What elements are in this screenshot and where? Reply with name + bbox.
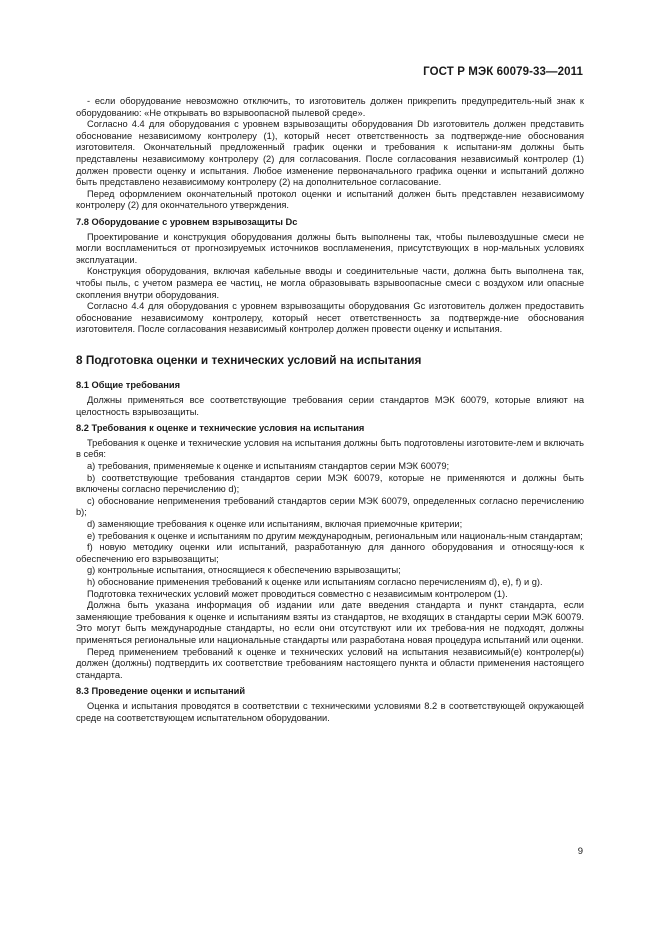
section-heading-8-2: 8.2 Требования к оценке и технические условия на испытания bbox=[76, 423, 365, 434]
page-number: 9 bbox=[577, 846, 583, 857]
list-item: e) требования к оценке и испытаниям по другим международным, региональным или националь-ным стандартам; bbox=[87, 530, 583, 541]
paragraph: Перед оформлением окончательный протокол оценки и испытаний должен быть представлен независимому контролеру (2) для окончательного утверждения. bbox=[76, 188, 584, 211]
paragraph: Должны применяться все соответствующие требования серии стандартов МЭК 60079, которые влияют на целостность взрывозащиты. bbox=[76, 395, 584, 417]
paragraph: Должна быть указана информация об издании или дате введения стандарта и пункт стандарта, если заменяющие требования к оценке и испытаниям взяты из стандартов, не входящих в стандарты серии МЭК 60079. Это могут быть международные стандарты, но если они отсутствуют или их требова-ния не подходят, должны применяться региональные или национальные стандарты или разработана новая процедура испытаний или оценки. bbox=[76, 600, 584, 645]
section-heading-8-3: 8.3 Проведение оценки и испытаний bbox=[76, 686, 246, 697]
section-heading-8: 8 Подготовка оценки и технических условий на испытания bbox=[76, 352, 422, 367]
list-item: c) обоснование неприменения требований стандартов серии МЭК 60079, определенных согласно перечислению b); bbox=[76, 495, 584, 518]
paragraph: Проектирование и конструкция оборудования должны быть выполнены так, чтобы пылевоздушные смеси не могли воспламениться от прогнозируемых источников воспламенения, присутствующих в нор-мальных условиях эксплуатации. bbox=[76, 231, 584, 265]
list-item: h) обоснование применения требований к оценке или испытаниям согласно перечислениям d), e), f) и g). bbox=[87, 576, 543, 587]
list-item: a) требования, применяемые к оценке и испытаниям стандартов серии МЭК 60079; bbox=[87, 461, 450, 472]
paragraph: - если оборудование невозможно отключить, то изготовитель должен прикрепить предупредитель-ный знак к оборудованию: «Не открывать во взрывоопасной пылевой среде». bbox=[76, 96, 584, 118]
document-code-header: ГОСТ Р МЭК 60079-33—2011 bbox=[423, 66, 583, 78]
list-item: d) заменяющие требования к оценке или испытаниям, включая приемочные критерии; bbox=[87, 519, 463, 529]
page-body bbox=[76, 96, 584, 724]
paragraph: Подготовка технических условий может проводиться совместно с независимым контролером (1). bbox=[87, 588, 508, 599]
list-item: g) контрольные испытания, относящиеся к обеспечению взрывозащиты; bbox=[87, 565, 401, 576]
list-item: f) новую методику оценки или испытаний, разработанную для данного оборудования и относящу-юся к обеспечению его взрывозащиты; bbox=[76, 542, 584, 564]
section-heading-7-8: 7.8 Оборудование с уровнем взрывозащиты Dc bbox=[76, 216, 298, 227]
section-heading-8-1: 8.1 Общие требования bbox=[76, 380, 181, 391]
list-item: b) соответствующие требования стандартов серии МЭК 60079, которые не применяются и должны быть включены согласно перечислению d); bbox=[76, 472, 584, 495]
paragraph: Требования к оценке и технические условия на испытания должны быть подготовлены изготовите-лем и включать в себя: bbox=[76, 437, 584, 460]
paragraph: Перед применением требований к оценке и технических условий на испытания независимый(е) контролер(ы) должен (должны) подтвердить их соответствие требованиям настоящего пункта и области применения настоящего стандарта. bbox=[76, 646, 584, 680]
paragraph: Конструкция оборудования, включая кабельные вводы и соединительные части, должна быть выполнена так, чтобы пыль, с учетом размера ее частиц, не могла образовывать взрывоопасные смеси с воздухом или опасные скопления внутри оборудования. bbox=[76, 266, 584, 300]
paragraph: Согласно 4.4 для оборудования с уровнем взрывозащиты оборудования Db изготовитель должен представить обоснование независимому контролеру (1), который несет ответственность за подтвержде-ние обоснования изготовителя. Окончательный предложенный график оценки и требования к испытани-ям должны быть представлены независимому контролеру (2) для согласования. После согласования независимый контролер (1) должен провести оценку и испытания. Любое изменение первоначального графика оценки и испытаний должно быть представлено независимому контролеру (2) на дополнительное согласование. bbox=[76, 119, 584, 188]
paragraph: Согласно 4.4 для оборудования с уровнем взрывозащиты оборудования Gc изготовитель должен предоставить обоснование независимому контролеру, который несет ответственность за подтвержде-ние обоснования изготовителя. После согласования независимый контролер должен провести оценку и испытания. bbox=[76, 301, 584, 335]
paragraph: Оценка и испытания проводятся в соответствии с техническими условиями 8.2 в соответствующей окружающей среде на соответствующем испытательном оборудовании. bbox=[76, 700, 584, 723]
